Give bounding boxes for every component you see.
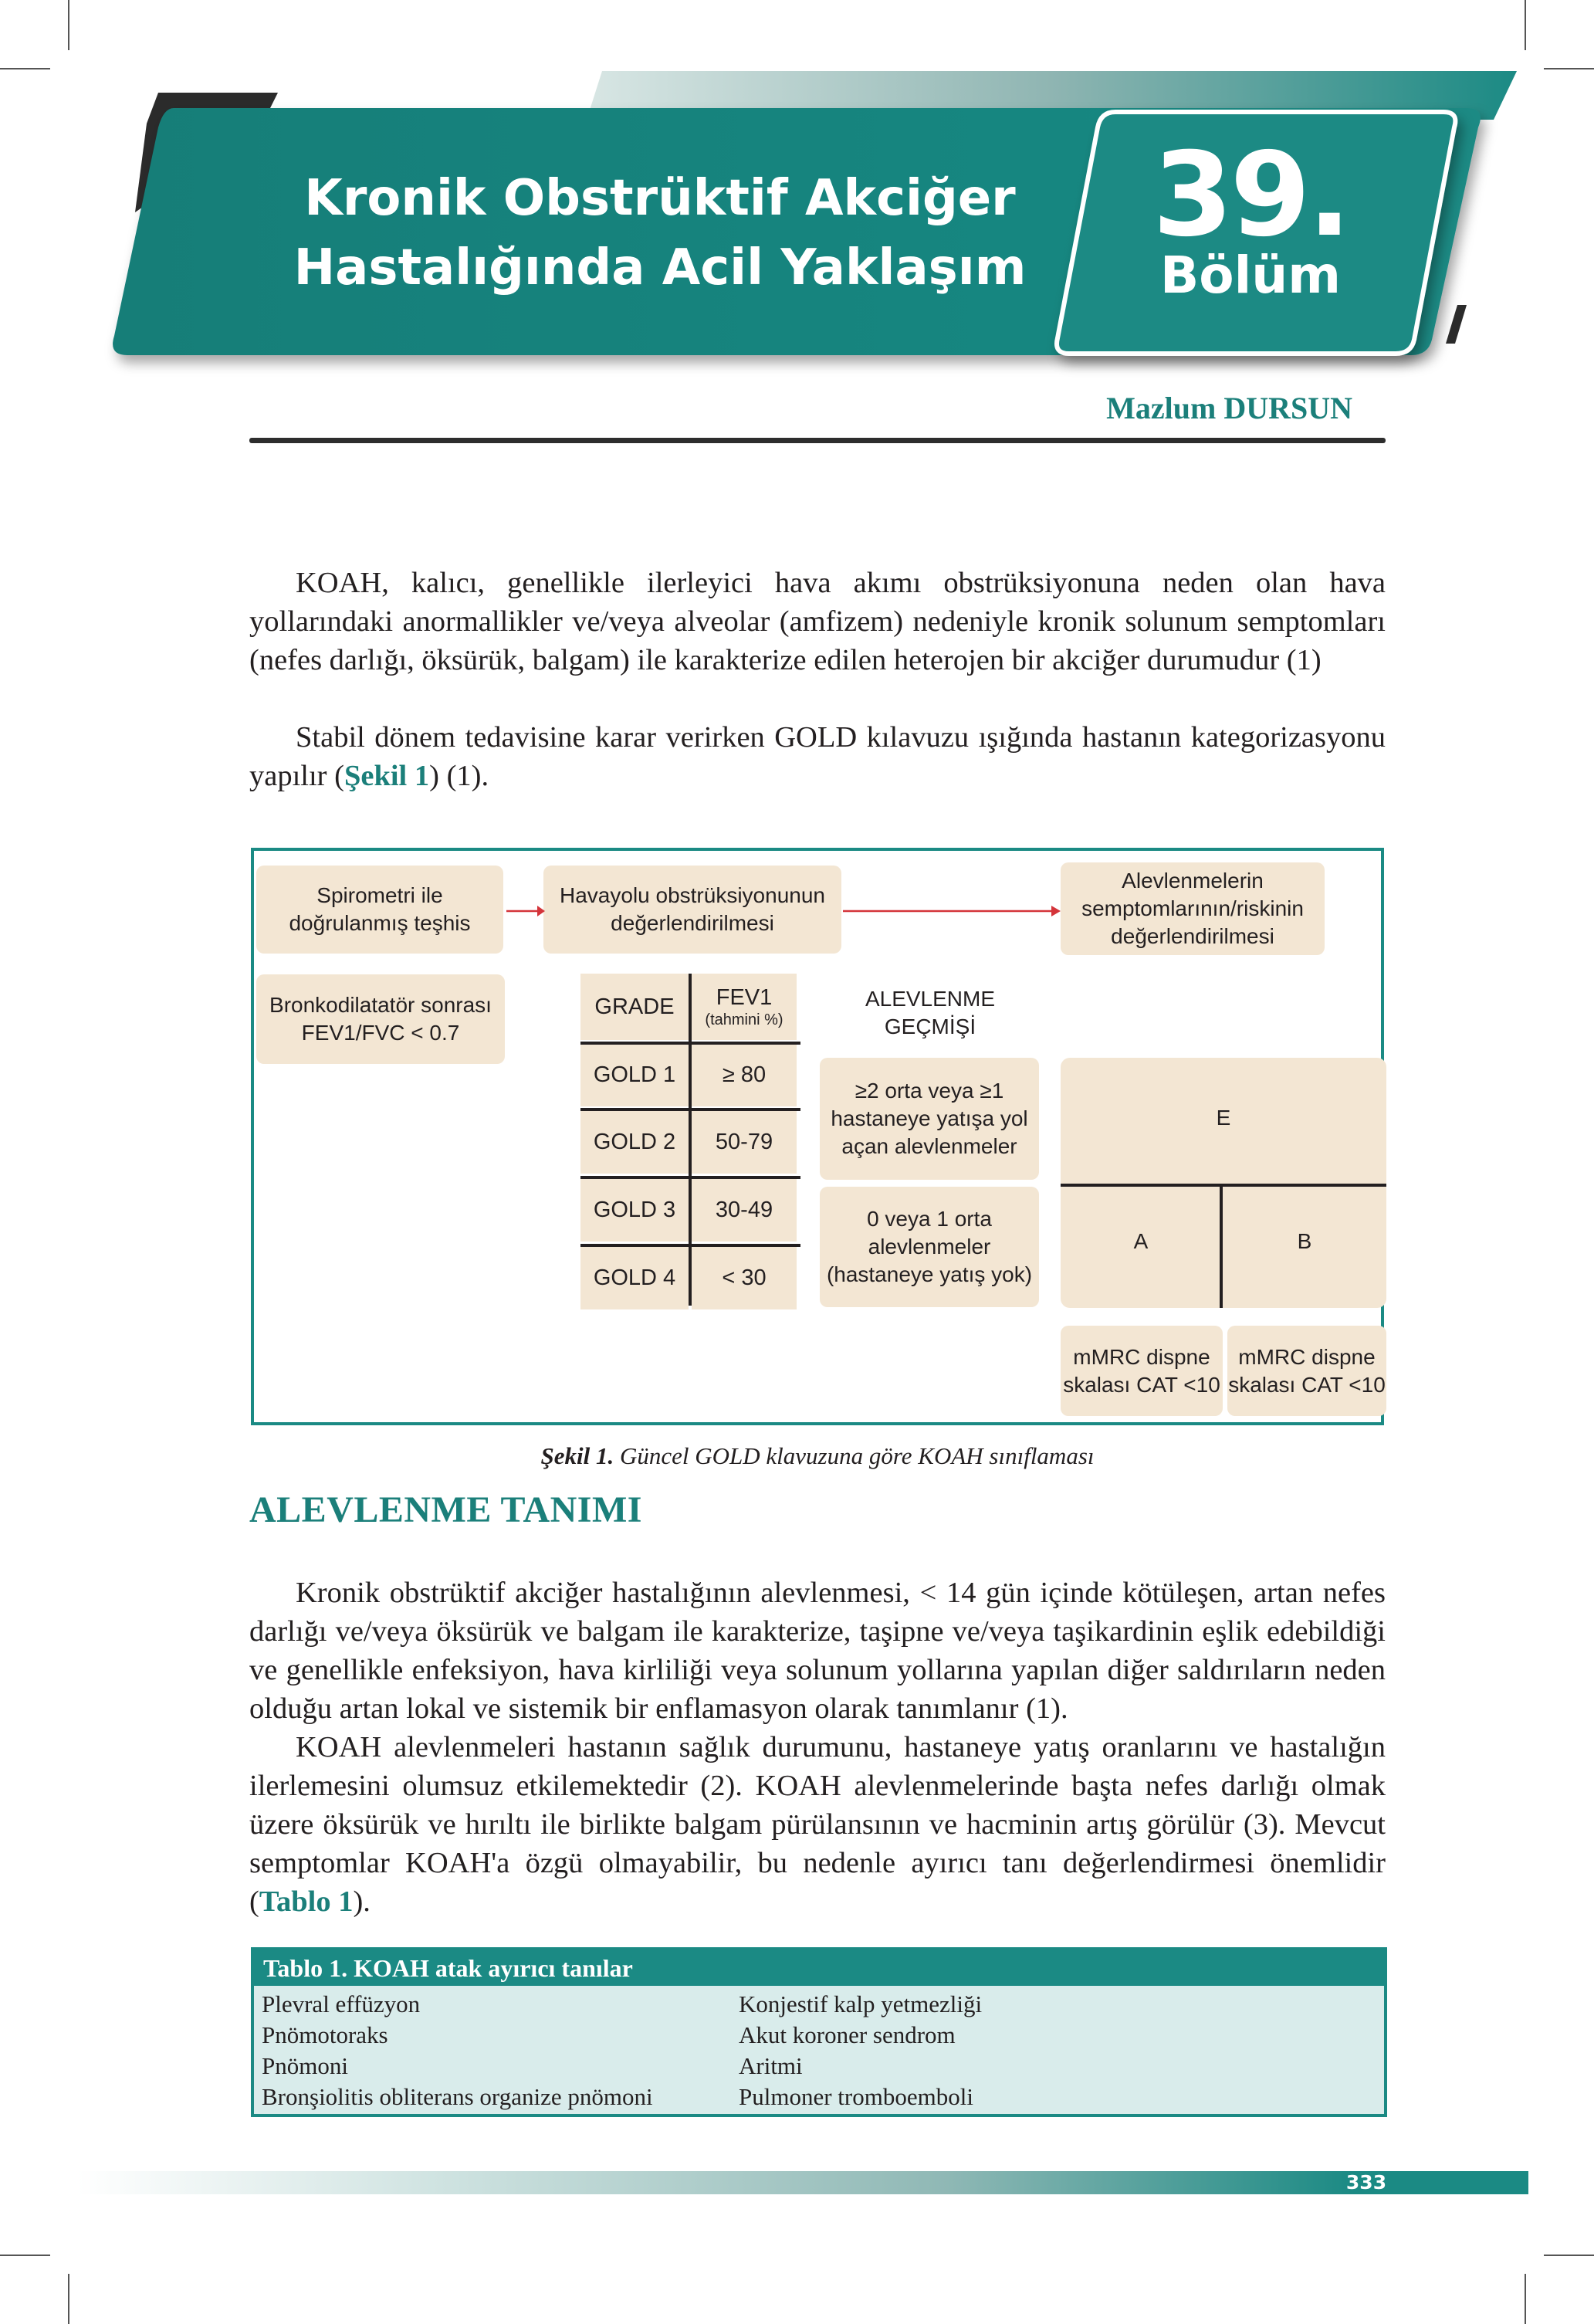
group-b-label: B bbox=[1297, 1229, 1312, 1253]
grade-cell: GOLD 2 bbox=[580, 1110, 689, 1174]
grade-table-lines bbox=[580, 974, 804, 1309]
fev1-cell: 30-49 bbox=[692, 1178, 797, 1242]
grade-cell: GOLD 1 bbox=[580, 1043, 689, 1106]
fev1-cell: ≥ 80 bbox=[692, 1043, 797, 1106]
chapter-title-line2: Hastalığında Acil Yaklaşım bbox=[293, 239, 1027, 296]
table-item: Pnömotoraks bbox=[262, 2021, 388, 2048]
page-number: 333 bbox=[1345, 2171, 1387, 2194]
intro-paragraph-1: KOAH, kalıcı, genellikle ilerleyici hava akımı obstrüksiyonuna neden olan hava yollarındaki anormallikler ve/veya alveolar (amfizem) nedeniyle kronik solunum semptomları (nefes darlığı, öksürük, balgam) ile karakterize edilen heterojen bir akciğer durumudur (1) bbox=[249, 567, 1386, 676]
section-heading: ALEVLENME TANIMI bbox=[249, 1489, 642, 1530]
differential-diagnosis-table bbox=[251, 1947, 1387, 2117]
table-item: Akut koroner sendrom bbox=[739, 2021, 956, 2048]
figure-reference-link[interactable]: Şekil 1 bbox=[344, 760, 430, 792]
table-title: Tablo 1. KOAH atak ayırıcı tanılar bbox=[254, 1950, 1384, 1986]
table-item: Pnömoni bbox=[262, 2052, 348, 2079]
table-item: Plevral effüzyon bbox=[262, 1990, 421, 2017]
chapter-title-line1: Kronik Obstrüktif Akciğer bbox=[304, 170, 1016, 227]
step-obstruction-assessment: Havayolu obstrüksiyonunun değerlendirilmesi bbox=[543, 866, 841, 954]
figure-caption: Şekil 1. Güncel GOLD klavuzuna göre KOAH sınıflaması bbox=[540, 1442, 1095, 1469]
author-divider bbox=[249, 438, 1386, 443]
crop-mark bbox=[1544, 2255, 1594, 2256]
fev1-cell: < 30 bbox=[692, 1246, 797, 1309]
table-column-left bbox=[262, 1989, 653, 2112]
chapter-word: Bölüm bbox=[1159, 246, 1342, 305]
grade-header: GRADE bbox=[580, 974, 689, 1040]
abe-grid-lines bbox=[1061, 1058, 1386, 1308]
scale-group-b: mMRC dispne skalası CAT <10 bbox=[1227, 1326, 1386, 1416]
fev1-header: FEV1 (tahmini %) bbox=[692, 974, 797, 1040]
step-exacerbation-assessment: Alevlenmelerin semptomlarının/riskinin değerlendirilmesi bbox=[1061, 862, 1325, 955]
step-spirometry: Spirometri ile doğrulanmış teşhis bbox=[256, 866, 503, 954]
scale-group-a: mMRC dispne skalası CAT <10 bbox=[1061, 1326, 1223, 1416]
fev1-cell: 50-79 bbox=[692, 1110, 797, 1174]
intro-paragraph-2: Stabil dönem tedavisine karar verirken GOLD kılavuzu ışığında hastanın kategorizasyonu yapılır (Şekil 1) (1). bbox=[249, 721, 1386, 792]
chapter-number: 39. bbox=[1152, 128, 1349, 263]
grade-cell: GOLD 4 bbox=[580, 1246, 689, 1309]
author-name: Mazlum DURSUN bbox=[1106, 391, 1352, 425]
table-column-right bbox=[739, 1989, 982, 2112]
table-item: Aritmi bbox=[739, 2052, 803, 2079]
history-high-risk: ≥2 orta veya ≥1 hastaneye yatışa yol açan alevlenmeler bbox=[820, 1058, 1039, 1180]
group-a-label: A bbox=[1133, 1229, 1149, 1253]
history-low-risk: 0 veya 1 orta alevlenmeler (hastaneye yatış yok) bbox=[820, 1187, 1039, 1307]
body-paragraph-1: Kronik obstrüktif akciğer hastalığının alevlenmesi, < 14 gün içinde kötüleşen, artan nefes darlığı ve/veya öksürük ve balgam ile karakterize, taşipne ve/veya taşikardinin eşlik edebildiği ve genellikle enfeksiyon, hava kirliliği veya solunum yollarına yapılan diğer saldırıların neden olduğu artan lokal ve sistemik bir enflamasyon olarak tanımlanır (1). bbox=[249, 1577, 1386, 1725]
fev1-fvc-criterion: Bronkodilatatör sonrası FEV1/FVC < 0.7 bbox=[256, 974, 505, 1064]
crop-mark bbox=[1525, 2274, 1526, 2324]
group-e-label: E bbox=[1216, 1106, 1231, 1130]
table-item: Pulmoner tromboemboli bbox=[739, 2083, 973, 2110]
grade-cell: GOLD 3 bbox=[580, 1178, 689, 1242]
footer-bar bbox=[77, 2171, 1528, 2194]
table-item: Konjestif kalp yetmezliği bbox=[739, 1990, 983, 2017]
history-header: ALEVLENME GEÇMİŞİ bbox=[865, 987, 996, 1038]
table-item: Bronşiolitis obliterans organize pnömoni bbox=[262, 2083, 653, 2110]
crop-mark bbox=[68, 2274, 69, 2324]
chapter-title bbox=[255, 164, 1065, 303]
crop-mark bbox=[0, 2255, 50, 2256]
table-reference-link[interactable]: Tablo 1 bbox=[259, 1885, 354, 1918]
flow-arrows bbox=[503, 896, 1067, 927]
body-paragraph-2: KOAH alevlenmeleri hastanın sağlık durumunu, hastaneye yatış oranlarını ve hastalığın ilerlemesini olumsuz etkilemektedir (2). KOAH alevlenmelerinde başta nefes darlığı olmak üzere öksürük ve hırıltı ile birlikte balgam pürülansının ve hacminin artış görülür (3). Mevcut semptomlar KOAH'a özgü olmayabilir, bu nedenle ayırıcı tanı değerlendirmesi önemlidir (Tablo 1). bbox=[249, 1731, 1386, 1918]
